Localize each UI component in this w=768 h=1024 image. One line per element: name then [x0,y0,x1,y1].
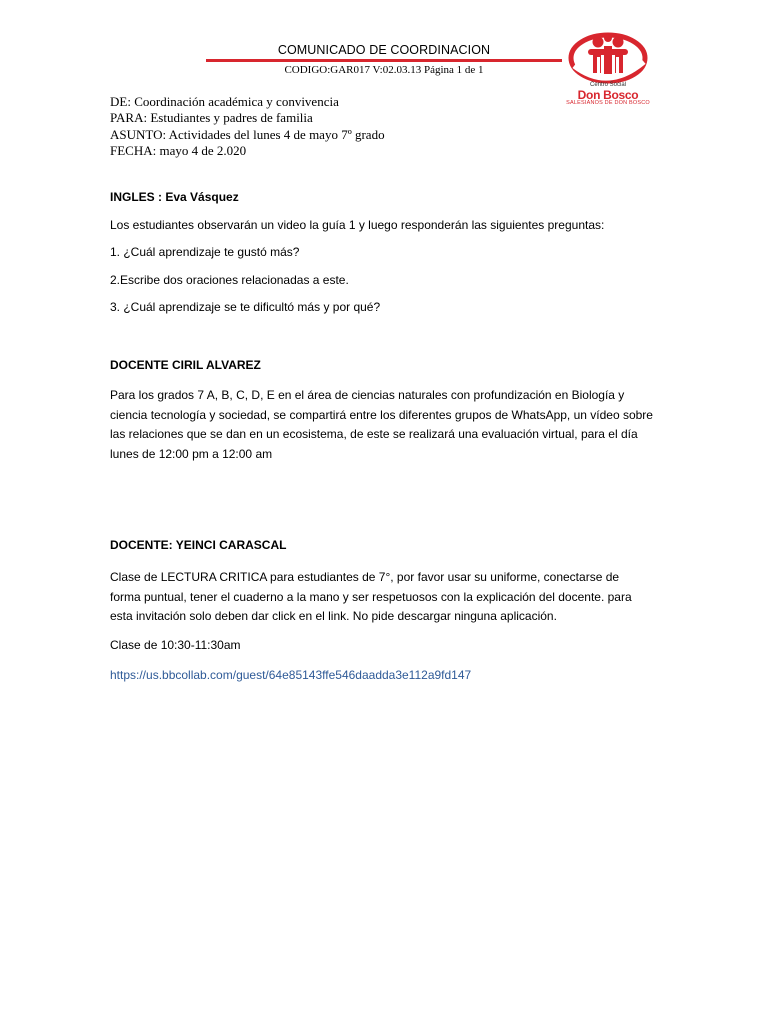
class-link[interactable]: https://us.bbcollab.com/guest/64e85143ffe546daadda3e112a9fd147 [110,668,472,682]
memo-asunto: ASUNTO: Actividades del lunes 4 de mayo 7º grado [110,126,385,142]
ingles-intro: Los estudiantes observarán un video la guía 1 y luego responderán las siguientes preguntas: [110,218,605,232]
logo-text-centro-social: Centro Social [589,82,627,88]
memo-para: PARA: Estudiantes y padres de familia [110,110,313,126]
document-title: COMUNICADO DE COORDINACION [277,43,491,57]
ciril-body: Para los grados 7 A, B, C, D, E en el área de ciencias naturales con profundización en Biología y ciencia tecnología y sociedad, se compartirá entre los diferentes grupos de WhatsApp, un vídeo sobre las relaciones que se dan en un ecosistema, de este se realizará una evaluación virtual, para el día lunes de 12:00 pm a 12:00 am [110,388,653,461]
title-rule [206,59,562,62]
ingles-question-3: 3. ¿Cuál aprendizaje se te dificultó más y por qué? [110,300,381,314]
yeinci-body: Clase de LECTURA CRITICA para estudiantes de 7°, por favor usar su uniforme, conectarse de forma puntual, tener el cuaderno a la mano y ser respetuosos con la explicación del docente. para esta invitación solo deben dar click en el link. No pide descargar ninguna aplicación. [110,570,632,623]
logo-text-don-bosco: Don Bosco [577,88,639,102]
ingles-question-1: 1. ¿Cuál aprendizaje te gustó más? [110,245,300,259]
memo-block [110,94,385,159]
yeinci-class-time: Clase de 10:30-11:30am [110,638,241,652]
logo-text-salesianos: SALESIANOS DE DON BOSCO [566,100,650,106]
memo-fecha: FECHA: mayo 4 de 2.020 [110,142,247,158]
logo-figures-icon [558,30,658,86]
ingles-question-2: 2.Escribe dos oraciones relacionadas a este. [110,273,349,287]
don-bosco-logo [558,30,658,110]
document-code: CODIGO:GAR017 V:02.03.13 Página 1 de 1 [284,64,484,76]
memo-de: DE: Coordinación académica y convivencia [110,94,339,109]
ingles-heading: INGLES : Eva Vásquez [110,190,239,204]
yeinci-heading: DOCENTE: YEINCI CARASCAL [110,538,287,552]
ciril-heading: DOCENTE CIRIL ALVAREZ [110,358,261,372]
